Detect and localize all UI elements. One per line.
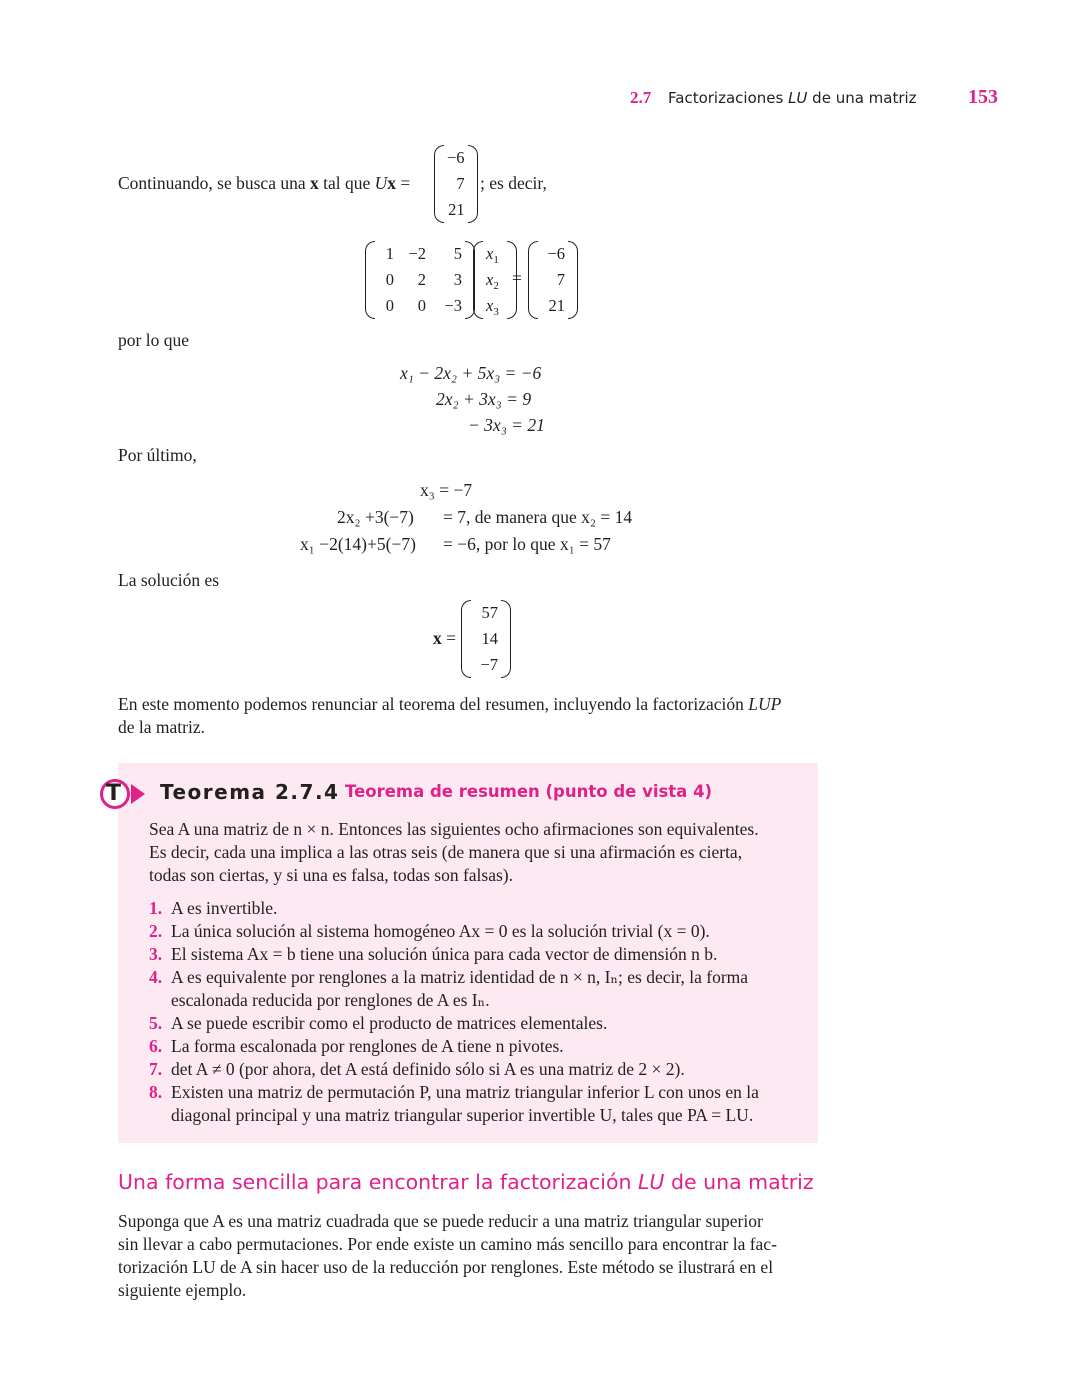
vector-cell: −6 bbox=[447, 148, 465, 167]
equation-row-2: 2x₂ + 3x₃ = 9 bbox=[436, 389, 532, 409]
theorem-item-number: 4. bbox=[149, 967, 163, 987]
theorem-item-text: escalonada reducida por renglones de A es Iₙ. bbox=[171, 990, 490, 1010]
vector-x bbox=[473, 241, 517, 319]
x-cell: $x_3$ bbox=[486, 296, 499, 318]
intro-vector bbox=[434, 145, 478, 223]
intro-part: tal que bbox=[318, 173, 375, 193]
rhs-cell: 21 bbox=[548, 296, 565, 315]
solution-cell: −7 bbox=[480, 655, 498, 674]
matrix-cell: 1 bbox=[385, 244, 394, 263]
theorem-item-text: A es equivalente por renglones a la matriz identidad de n × n, Iₙ; es decir, la forma bbox=[171, 967, 749, 987]
theorem-intro-line: todas son ciertas, y si una es falsa, todas son falsas). bbox=[149, 865, 514, 885]
intro-bold-x: x bbox=[309, 173, 319, 193]
intro-part: Continuando, se busca una bbox=[118, 173, 310, 193]
equation-row-1: x₁ − 2x₂ + 5x₃ = −6 bbox=[400, 363, 542, 383]
running-head-title bbox=[668, 89, 917, 107]
solution-cell: 57 bbox=[481, 603, 498, 622]
section-paragraph-line: siguiente ejemplo. bbox=[118, 1280, 247, 1300]
matrix-cell: 0 bbox=[385, 270, 394, 289]
theorem-item-text: La forma escalonada por renglones de A tiene n pivotes. bbox=[171, 1036, 564, 1056]
solution-cell: 14 bbox=[481, 629, 498, 648]
solution-vector bbox=[461, 600, 511, 678]
por-ultimo: Por último, bbox=[118, 445, 197, 465]
theorem-item-text: Existen una matriz de permutación P, una matriz triangular inferior L con unos en la bbox=[171, 1082, 759, 1102]
x-cell: $x_2$ bbox=[486, 270, 499, 292]
section-paragraph-line: sin llevar a cabo permutaciones. Por ende existe un camino más sencillo para encontrar la fac- bbox=[118, 1234, 777, 1254]
matrix-cell: −3 bbox=[444, 296, 462, 315]
matrix-cell: 0 bbox=[385, 296, 394, 315]
solution-label: x = bbox=[433, 628, 456, 648]
vector-cell: 21 bbox=[448, 200, 465, 219]
vector-cell: 7 bbox=[456, 174, 465, 193]
system-eq-sign: = bbox=[512, 268, 522, 288]
theorem-intro-line: Sea A una matriz de n × n. Entonces las siguientes ocho afirmaciones son equivalentes. bbox=[149, 819, 759, 839]
running-head-part: de una matriz bbox=[807, 89, 917, 107]
section-paragraph-line: torización LU de A sin hacer uso de la reducción por renglones. Este método se ilustrará en el bbox=[118, 1257, 774, 1277]
rhs-cell: 7 bbox=[556, 270, 565, 289]
running-head-part: Factorizaciones bbox=[668, 89, 789, 107]
running-head-lu: LU bbox=[788, 89, 808, 107]
theorem-name: Teorema de resumen (punto de vista 4) bbox=[345, 782, 713, 801]
x-cell: $x_1$ bbox=[486, 244, 499, 266]
theorem-intro-line: Es decir, cada una implica a las otras seis (de manera que si una afirmación es cierta, bbox=[149, 842, 743, 862]
intro-eq: = bbox=[396, 173, 411, 193]
backsub-line-3-left: x₁ −2(14)+5(−7) bbox=[300, 534, 416, 554]
matrix-U bbox=[365, 241, 475, 319]
theorem-item-text: El sistema Ax = b tiene una solución única para cada vector de dimensión n b. bbox=[171, 944, 718, 964]
theorem-item-text: det A ≠ 0 (por ahora, det A está definido sólo si A es una matriz de 2 × 2). bbox=[171, 1059, 685, 1079]
paragraph-line: de la matriz. bbox=[118, 717, 205, 737]
rhs-cell: −6 bbox=[547, 244, 565, 263]
theorem-item-number: 7. bbox=[149, 1059, 163, 1079]
backsub-line-2-right: = 7, de manera que x₂ = 14 bbox=[443, 507, 633, 527]
vector-rhs bbox=[528, 241, 578, 319]
section-number: 2.7 bbox=[630, 88, 652, 107]
matrix-cell: 2 bbox=[417, 270, 426, 289]
theorem-item-number: 6. bbox=[149, 1036, 163, 1056]
section-title: Una forma sencilla para encontrar la factorización LU de una matriz bbox=[118, 1170, 814, 1194]
matrix-cell: 3 bbox=[453, 270, 462, 289]
theorem-item-number: 8. bbox=[149, 1082, 163, 1102]
theorem-item-text: A se puede escribir como el producto de matrices elementales. bbox=[171, 1013, 608, 1033]
page-number: 153 bbox=[968, 86, 998, 108]
theorem-item-number: 5. bbox=[149, 1013, 163, 1033]
la-solucion-es: La solución es bbox=[118, 570, 220, 590]
theorem-icon-letter: T bbox=[106, 781, 122, 806]
intro-text bbox=[118, 173, 410, 194]
theorem-item-number: 2. bbox=[149, 921, 163, 941]
theorem-item-text: diagonal principal y una matriz triangular superior invertible U, tales que PA = LU. bbox=[171, 1105, 754, 1125]
paragraph-line: En este momento podemos renunciar al teorema del resumen, incluyendo la factorización LUP bbox=[118, 694, 782, 714]
equation-row-3: − 3x₃ = 21 bbox=[468, 415, 545, 435]
intro-U: U bbox=[374, 173, 388, 193]
intro-x: x bbox=[387, 173, 397, 193]
intro-after: ; es decir, bbox=[480, 173, 547, 193]
backsub-line-3-right: = −6, por lo que x₁ = 57 bbox=[443, 534, 611, 554]
theorem-item-number: 1. bbox=[149, 898, 163, 918]
theorem-item-text: A es invertible. bbox=[171, 898, 278, 918]
por-lo-que: por lo que bbox=[118, 330, 189, 350]
theorem-item-number: 3. bbox=[149, 944, 163, 964]
theorem-arrow-icon bbox=[131, 784, 145, 804]
matrix-cell: 5 bbox=[453, 244, 462, 263]
theorem-label: Teorema 2.7.4 bbox=[160, 780, 340, 804]
section-paragraph-line: Suponga que A es una matriz cuadrada que se puede reducir a una matriz triangular superior bbox=[118, 1211, 763, 1231]
matrix-cell: 0 bbox=[417, 296, 426, 315]
matrix-cell: −2 bbox=[408, 244, 426, 263]
backsub-line-2-left: 2x₂ +3(−7) bbox=[337, 507, 414, 527]
backsub-line-1: x₃ = −7 bbox=[420, 480, 473, 500]
theorem-item-text: La única solución al sistema homogéneo Ax = 0 es la solución trivial (x = 0). bbox=[171, 921, 710, 941]
